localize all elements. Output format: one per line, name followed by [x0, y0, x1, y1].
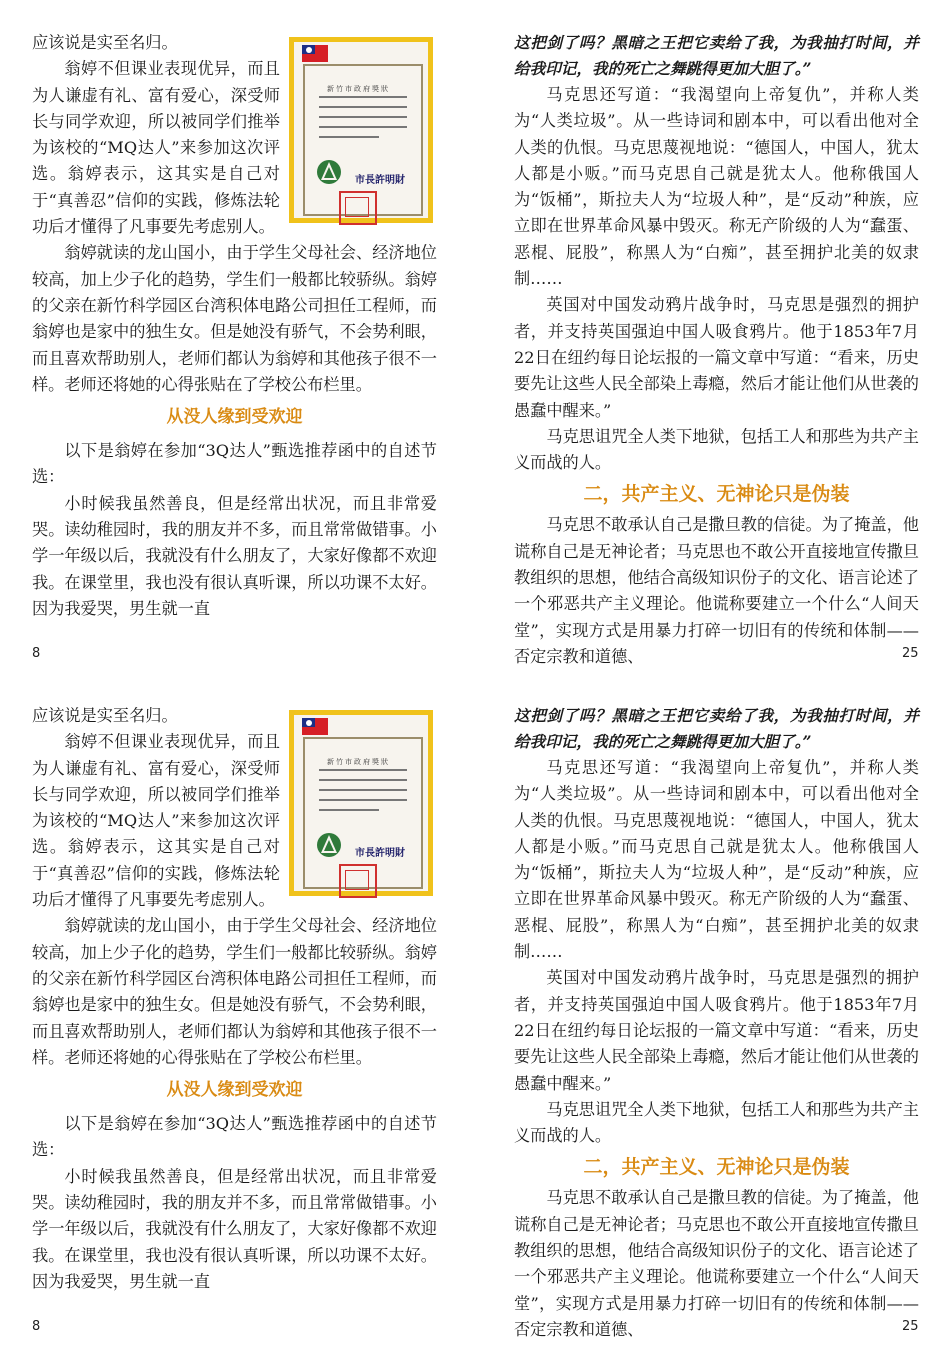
- paragraph: 应该说是实至名归。: [32, 706, 178, 725]
- spread-top: [0, 0, 950, 672]
- certificate-signature: 市長許明財: [355, 848, 405, 859]
- paragraph: 以下是翁婷在参加“3Q达人”甄选推荐函中的自述节选：: [32, 1114, 437, 1160]
- section-heading: 二，共产主义、无神论只是伪装: [583, 1156, 850, 1179]
- section-heading: 二，共产主义、无神论只是伪装: [583, 483, 850, 506]
- paragraph: 英国对中国发动鸦片战争时，马克思是强烈的拥护者，并支持英国强迫中国人吸食鸦片。他于1853年7月22日在纽约每日论坛报的一篇文章中写道：“看来，历史要先让这些人民全部染上毒瘾，然后才能让他们从世袭的愚蠢中醒来。”: [514, 295, 919, 420]
- section-heading: 从没人缘到受欢迎: [166, 407, 303, 428]
- spread-bottom: [0, 673, 950, 1345]
- paragraph: 马克思不敢承认自己是撒旦教的信徒。为了掩盖，他谎称自己是无神论者；马克思也不敢公开直接地宣传撒旦教组织的思想，他结合高级知识份子的文化、语言论述了一个邪恶共产主义理论。他谎称要建立一个什么“人间天堂”，实现方式是用暴力打碎一切旧有的传统和体制——否定宗教和道德、: [514, 1188, 919, 1339]
- paragraph: 马克思还写道：“我渴望向上帝复仇”，并称人类为“人类垃圾”。从一些诗词和剧本中，可以看出他对全人类的仇恨。马克思蔑视地说：“德国人，中国人，犹太人都是小贩。”而马克思自己就是犹太人。他称俄国人为“饭桶”，斯拉夫人为“垃圾人种”，是“反动”种族，应立即在世界革命风暴中毁灭。称无产阶级的人为“蠢蛋、恶棍、屁股”，称黑人为“白痴”，甚至拥护北美的奴隶制……: [514, 758, 919, 962]
- page-number: 25: [902, 646, 919, 661]
- section-heading: 从没人缘到受欢迎: [166, 1080, 303, 1101]
- paragraph: 英国对中国发动鸦片战争时，马克思是强烈的拥护者，并支持英国强迫中国人吸食鸦片。他于1853年7月22日在纽约每日论坛报的一篇文章中写道：“看来，历史要先让这些人民全部染上毒瘾，然后才能让他们从世袭的愚蠢中醒来。”: [514, 968, 919, 1093]
- paragraph: 以下是翁婷在参加“3Q达人”甄选推荐函中的自述节选：: [32, 441, 437, 487]
- left-page: [32, 30, 437, 622]
- certificate-signature: 市長許明財: [355, 175, 405, 186]
- emblem-icon: [315, 158, 343, 186]
- page-number: 8: [32, 646, 41, 661]
- certificate-image: 新竹市政府獎狀 市長許明財: [289, 37, 433, 223]
- paragraph: 马克思诅咒全人类下地狱，包括工人和那些为共产主义而战的人。: [514, 1099, 919, 1146]
- paragraph: 马克思还写道：“我渴望向上帝复仇”，并称人类为“人类垃圾”。从一些诗词和剧本中，可以看出他对全人类的仇恨。马克思蔑视地说：“德国人，中国人，犹太人都是小贩。”而马克思自己就是犹太人。他称俄国人为“饭桶”，斯拉夫人为“垃圾人种”，是“反动”种族，应立即在世界革命风暴中毁灭。称无产阶级的人为“蠢蛋、恶棍、屁股”，称黑人为“白痴”，甚至拥护北美的奴隶制……: [514, 85, 919, 289]
- paragraph: 应该说是实至名归。: [32, 33, 178, 52]
- paragraph: 翁婷不但课业表现优异，而且为人谦虚有礼、富有爱心，深受师长与同学欢迎，所以被同学们推举为该校的“MQ达人”来参加这次评选。翁婷表示，这其实是自己对于“真善忍”信仰的实践，修炼法轮功后才懂得了凡事要先考虑别人。: [32, 732, 280, 910]
- paragraph: 翁婷就读的龙山国小，由于学生父母社会、经济地位较高，加上少子化的趋势，学生们一般都比较骄纵。翁婷的父亲在新竹科学园区台湾积体电路公司担任工程师，而翁婷也是家中的独生女。但是她没有骄气，不会势利眼，而且喜欢帮助别人，老师们都认为翁婷和其他孩子很不一样。老师还将她的心得张贴在了学校公布栏里。: [32, 916, 437, 1067]
- flag-icon: [302, 718, 328, 735]
- right-page: [514, 703, 919, 1343]
- seal-stamp: [339, 191, 377, 225]
- quote: 这把剑了吗？黑暗之王把它卖给了我，为我抽打时间，并给我印记，我的死亡之舞跳得更加大胆了。”: [514, 706, 919, 751]
- emblem-icon: [315, 831, 343, 859]
- paragraph: 马克思不敢承认自己是撒旦教的信徒。为了掩盖，他谎称自己是无神论者；马克思也不敢公开直接地宣传撒旦教组织的思想，他结合高级知识份子的文化、语言论述了一个邪恶共产主义理论。他谎称要建立一个什么“人间天堂”，实现方式是用暴力打碎一切旧有的传统和体制——否定宗教和道德、: [514, 515, 919, 666]
- seal-stamp: [339, 864, 377, 898]
- left-page: [32, 703, 437, 1295]
- paragraph: 小时候我虽然善良，但是经常出状况，而且非常爱哭。读幼稚园时，我的朋友并不多，而且常常做错事。小学一年级以后，我就没有什么朋友了，大家好像都不欢迎我。在课堂里，我也没有很认真听课，所以功课不太好。因为我爱哭，男生就一直: [32, 493, 437, 618]
- paragraph: 马克思诅咒全人类下地狱，包括工人和那些为共产主义而战的人。: [514, 426, 919, 473]
- right-page: [514, 30, 919, 670]
- page-number: 8: [32, 1319, 41, 1334]
- flag-icon: [302, 45, 328, 62]
- paragraph: 翁婷就读的龙山国小，由于学生父母社会、经济地位较高，加上少子化的趋势，学生们一般都比较骄纵。翁婷的父亲在新竹科学园区台湾积体电路公司担任工程师，而翁婷也是家中的独生女。但是她没有骄气，不会势利眼，而且喜欢帮助别人，老师们都认为翁婷和其他孩子很不一样。老师还将她的心得张贴在了学校公布栏里。: [32, 243, 437, 394]
- page-number: 25: [902, 1319, 919, 1334]
- paragraph: 小时候我虽然善良，但是经常出状况，而且非常爱哭。读幼稚园时，我的朋友并不多，而且常常做错事。小学一年级以后，我就没有什么朋友了，大家好像都不欢迎我。在课堂里，我也没有很认真听课，所以功课不太好。因为我爱哭，男生就一直: [32, 1166, 437, 1291]
- paragraph: 翁婷不但课业表现优异，而且为人谦虚有礼、富有爱心，深受师长与同学欢迎，所以被同学们推举为该校的“MQ达人”来参加这次评选。翁婷表示，这其实是自己对于“真善忍”信仰的实践，修炼法轮功后才懂得了凡事要先考虑别人。: [32, 59, 280, 237]
- quote: 这把剑了吗？黑暗之王把它卖给了我，为我抽打时间，并给我印记，我的死亡之舞跳得更加大胆了。”: [514, 33, 919, 78]
- certificate-image: 新竹市政府獎狀 市長許明財: [289, 710, 433, 896]
